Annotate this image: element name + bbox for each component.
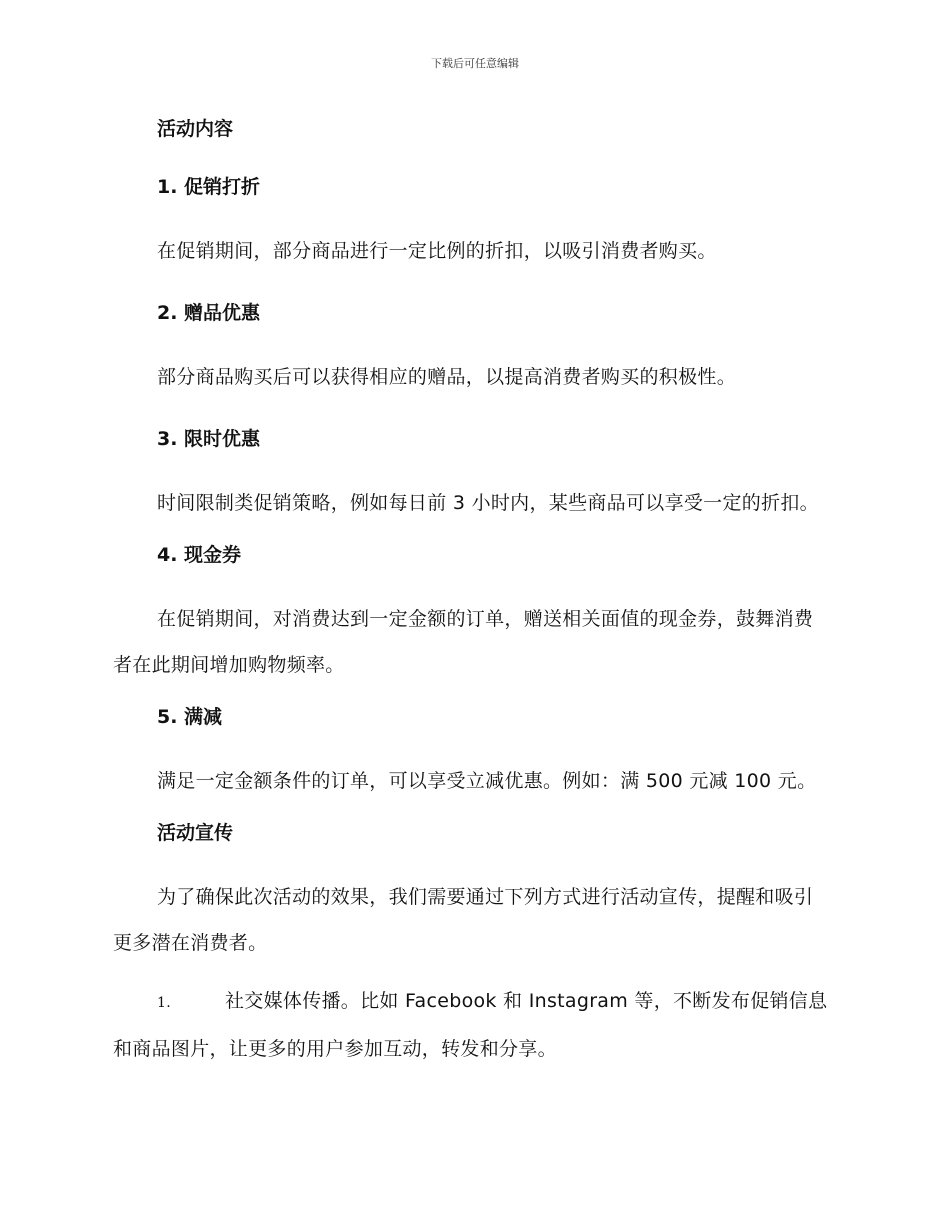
subheading-limited-time: 3. 限时优惠 bbox=[157, 428, 261, 450]
paragraph-full-reduction: 满足一定金额条件的订单，可以享受立减优惠。例如：满 500 元减 100 元。 bbox=[157, 770, 817, 792]
paragraph-promotion: 为了确保此次活动的效果，我们需要通过下列方式进行活动宣传，提醒和吸引更多潜在消费者。 bbox=[113, 886, 814, 954]
subheading-coupon: 4. 现金券 bbox=[157, 544, 242, 566]
section-heading-promotion: 活动宣传 bbox=[157, 822, 234, 844]
subheading-full-reduction: 5. 满减 bbox=[157, 706, 223, 728]
paragraph-coupon: 在促销期间，对消费达到一定金额的订单，赠送相关面值的现金券，鼓舞消费者在此期间增加购物频率。 bbox=[113, 608, 814, 676]
document-body bbox=[113, 112, 831, 1072]
subheading-gift: 2. 赠品优惠 bbox=[157, 302, 261, 324]
paragraph-gift: 部分商品购买后可以获得相应的赠品，以提高消费者购买的积极性。 bbox=[157, 366, 737, 388]
subheading-discount: 1. 促销打折 bbox=[157, 176, 261, 198]
paragraph-limited-time: 时间限制类促销策略，例如每日前 3 小时内，某些商品可以享受一定的折扣。 bbox=[157, 492, 819, 514]
section-heading-activity: 活动内容 bbox=[157, 118, 234, 140]
list-item bbox=[113, 978, 831, 1072]
page-header: 下载后可任意编辑 bbox=[431, 57, 519, 70]
paragraph-discount: 在促销期间，部分商品进行一定比例的折扣，以吸引消费者购买。 bbox=[157, 240, 717, 262]
list-item-text: 社交媒体传播。比如 Facebook 和 Instagram 等，不断发布促销信息和商品图片，让更多的用户参加互动，转发和分享。 bbox=[113, 990, 828, 1060]
list-item-number: 1. bbox=[157, 995, 171, 1011]
